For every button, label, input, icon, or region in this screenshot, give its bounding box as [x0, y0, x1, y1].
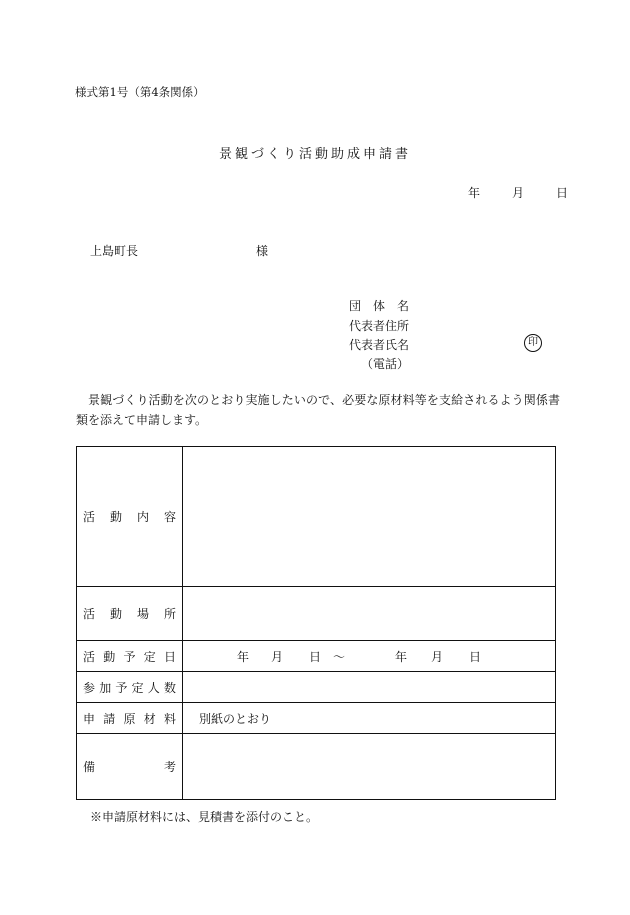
activity-content-field[interactable]	[183, 447, 556, 587]
start-year-label: 年	[237, 649, 250, 664]
activity-location-label: 活動場所	[77, 587, 183, 641]
requested-materials-field[interactable]: 別紙のとおり	[183, 703, 556, 734]
applicant-phone-label: （電話）	[361, 357, 410, 371]
start-month-label: 月	[271, 649, 284, 664]
table-row	[77, 587, 556, 641]
applicant-address-label: 代表者住所	[349, 319, 410, 333]
seal-mark: 印	[524, 334, 542, 352]
remarks-field[interactable]	[183, 734, 556, 800]
footnote: ※申請原材料には、見積書を添付のこと。	[90, 810, 319, 824]
addressee-honorific: 様	[256, 244, 269, 258]
org-label-char: 名	[397, 299, 410, 313]
applicant-org-label	[349, 297, 421, 314]
requested-materials-label: 申請原材料	[77, 703, 183, 734]
participant-count-field[interactable]	[183, 672, 556, 703]
table-row	[77, 641, 556, 672]
table-row	[77, 734, 556, 800]
activity-date-label: 活動予定日	[77, 641, 183, 672]
remarks-label: 備考	[77, 734, 183, 800]
date-day-label: 日	[556, 186, 569, 200]
start-day-label: 日	[309, 649, 322, 664]
table-row	[77, 703, 556, 734]
participant-count-label: 参加予定人数	[77, 672, 183, 703]
activity-content-label: 活動内容	[77, 447, 183, 587]
activity-date-field[interactable]	[183, 641, 556, 672]
date-year-label: 年	[468, 186, 481, 200]
date-range-tilde: ～	[333, 649, 346, 664]
application-date	[468, 184, 588, 201]
end-month-label: 月	[431, 649, 444, 664]
table-row	[77, 447, 556, 587]
activity-location-field[interactable]	[183, 587, 556, 641]
end-year-label: 年	[395, 649, 408, 664]
applicant-name-label: 代表者氏名	[349, 338, 410, 352]
org-label-char: 団	[349, 299, 362, 313]
date-month-label: 月	[512, 186, 525, 200]
document-title: 景観づくり活動助成申請書	[218, 147, 411, 162]
form-number: 様式第1号（第4条関係）	[75, 85, 205, 99]
end-day-label: 日	[469, 649, 482, 664]
org-label-char: 体	[373, 299, 386, 313]
application-statement: 景観づくり活動を次のとおり実施したいので、必要な原材料等を支給されるよう関係書類を添えて申請します。	[76, 393, 560, 427]
addressee-name: 上島町長	[90, 244, 139, 258]
application-table	[76, 446, 556, 800]
table-row	[77, 672, 556, 703]
